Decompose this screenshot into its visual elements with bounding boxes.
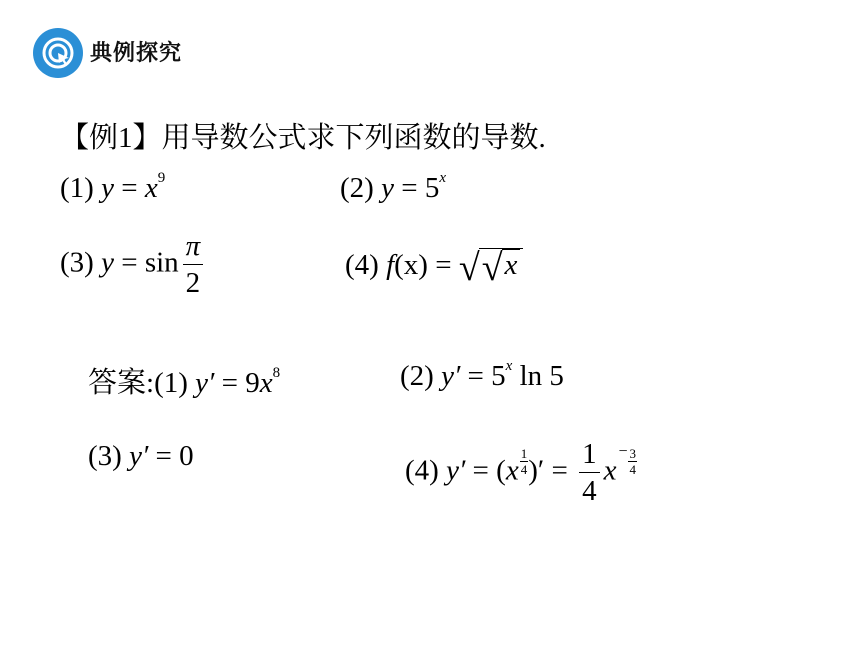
exponent-one-quarter: $\frac{1}{4}$ [520,445,528,477]
section-title: 典例探究 [90,41,183,66]
example-question [60,115,546,156]
answer-label: 答案: [88,367,155,399]
problem-2: (2) $y = 5^x$ [340,170,446,204]
problem-3: (3) y = sin $\frac{\pi}{2}$ [60,232,207,298]
coefficient-one-quarter: $\frac{1}{4}$ [579,440,600,506]
exponent-three-quarters: $\frac{3}{4}$ [629,445,636,477]
question-text: 用导数公式求下列函数的导数. [161,122,546,154]
target-cursor-icon [33,28,83,78]
outer-radicand: √x [479,248,524,280]
answer-4: (4) y′ = (x $\frac{1}{4}$ )′ = $\frac{1}{4}$ x− $\frac{3}{4}$ [405,438,636,507]
fraction-pi-over-2: $\frac{\pi}{2}$ [183,232,204,298]
answer-2: (2) $y' = 5^x$ ln 5 [400,358,564,392]
problem-4: (4) f(x) = √√x [345,248,523,282]
example-label: 【例1】 [60,122,162,154]
problem-1: (1) $y = x^9$ [60,170,166,204]
section-badge [33,28,83,78]
inner-radicand: x [502,249,521,280]
answer-1: 答案:(1) $y' = 9x^8$ [88,365,281,399]
answer-3: (3) y′ = 0 [88,440,194,472]
